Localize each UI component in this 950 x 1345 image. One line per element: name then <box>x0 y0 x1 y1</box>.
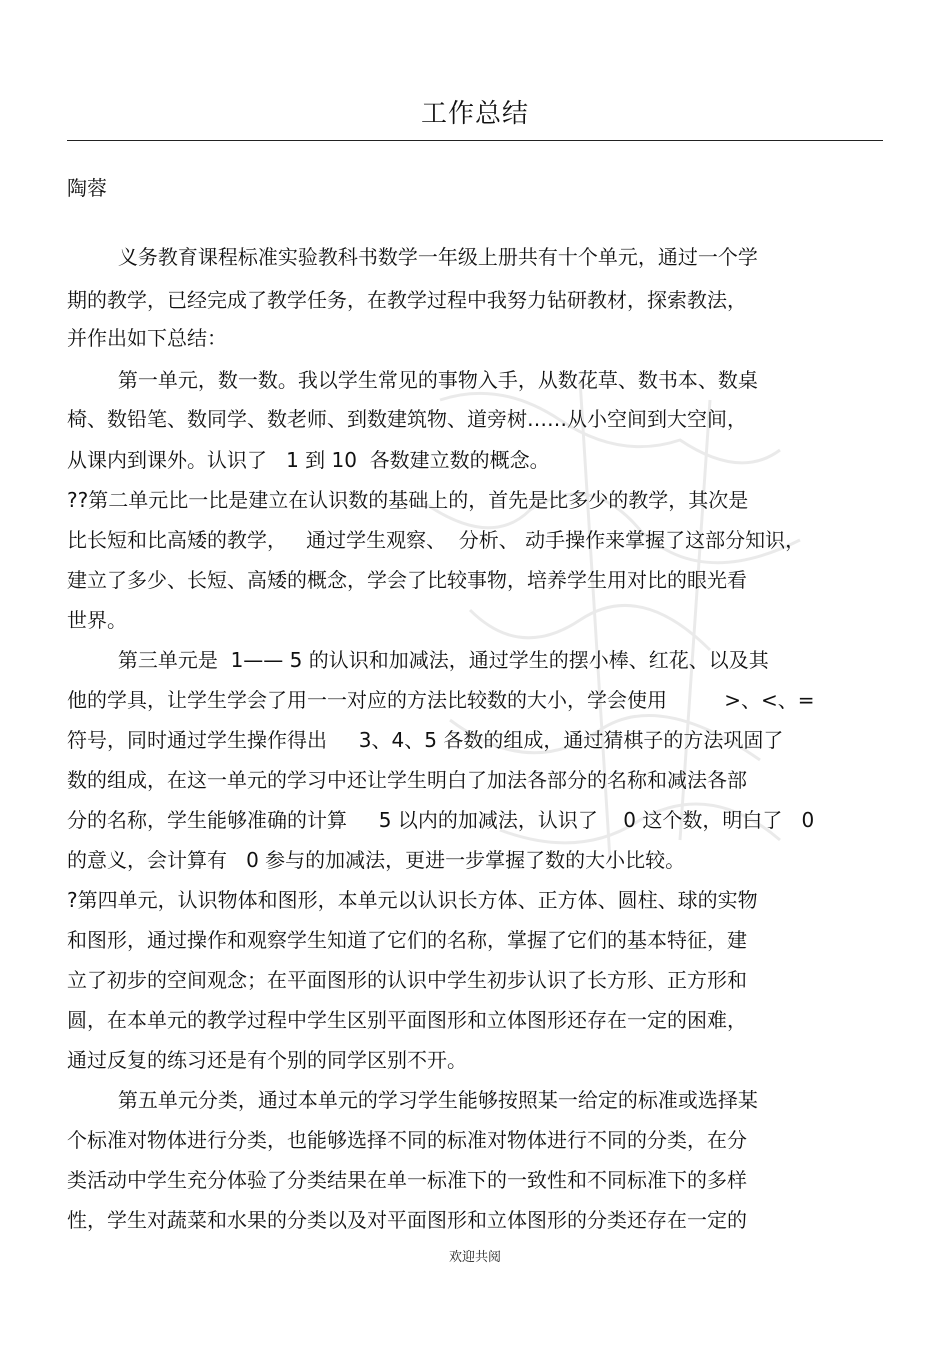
body-line: 从课内到课外。认识了 1 到 10 各数建立数的概念。 <box>67 448 550 472</box>
page-footer: 欢迎共阅 <box>448 1250 501 1265</box>
body-line: 椅、数铅笔、数同学、数老师、到数建筑物、道旁树……从小空间到大空间， <box>67 407 747 431</box>
document-title: 工作总结 <box>420 99 529 129</box>
body-line: 第三单元是 1—— 5 的认识和加减法，通过学生的摆小棒、红花、以及其 <box>67 648 769 672</box>
author-name: 陶蓉 <box>67 176 107 200</box>
body-line: 他的学具，让学生学会了用一一对应的方法比较数的大小，学会使用 >、<、= <box>67 688 815 712</box>
body-line: 第五单元分类，通过本单元的学习学生能够按照某一给定的标准或选择某 <box>67 1088 758 1112</box>
body-line: ??第二单元比一比是建立在认识数的基础上的，首先是比多少的教学，其次是 <box>67 488 749 512</box>
body-line: 类活动中学生充分体验了分类结果在单一标准下的一致性和不同标准下的多样 <box>67 1168 747 1192</box>
body-line: 分的名称，学生能够准确的计算 5 以内的加减法，认识了 0 这个数，明白了 0 <box>67 808 815 832</box>
body-line: 性，学生对蔬菜和水果的分类以及对平面图形和立体图形的分类还存在一定的 <box>67 1208 747 1232</box>
body-line: 比长短和比高矮的教学， 通过学生观察、 分析、 动手操作来掌握了这部分知识， <box>67 528 806 552</box>
body-line: 建立了多少、长短、高矮的概念，学会了比较事物，培养学生用对比的眼光看 <box>67 568 747 592</box>
body-line: 第一单元，数一数。我以学生常见的事物入手，从数花草、数书本、数桌 <box>67 368 758 392</box>
body-line: 和图形，通过操作和观察学生知道了它们的名称，掌握了它们的基本特征，建 <box>67 928 747 952</box>
body-line: 义务教育课程标准实验教科书数学一年级上册共有十个单元，通过一个学 <box>67 245 758 269</box>
body-line: 个标准对物体进行分类，也能够选择不同的标准对物体进行不同的分类，在分 <box>67 1128 747 1152</box>
body-line: 符号，同时通过学生操作得出 3、4、5 各数的组成，通过猜棋子的方法巩固了 <box>67 728 784 752</box>
body-line: 立了初步的空间观念；在平面图形的认识中学生初步认识了长方形、正方形和 <box>67 968 747 992</box>
body-line: ?第四单元，认识物体和图形，本单元以认识长方体、正方体、圆柱、球的实物 <box>67 888 758 912</box>
body-line: 数的组成，在这一单元的学习中还让学生明白了加法各部分的名称和减法各部 <box>67 768 747 792</box>
body-line: 通过反复的练习还是有个别的同学区别不开。 <box>67 1048 467 1072</box>
body-line: 圆，在本单元的教学过程中学生区别平面图形和立体图形还存在一定的困难， <box>67 1008 747 1032</box>
watermark-graphic <box>380 360 840 880</box>
body-line: 并作出如下总结： <box>67 326 227 350</box>
body-line: 的意义，会计算有 0 参与的加减法，更进一步掌握了数的大小比较。 <box>67 848 686 872</box>
body-line: 期的教学，已经完成了教学任务，在教学过程中我努力钻研教材，探索教法， <box>67 288 747 312</box>
title-divider <box>67 140 883 141</box>
body-line: 世界。 <box>67 608 127 632</box>
